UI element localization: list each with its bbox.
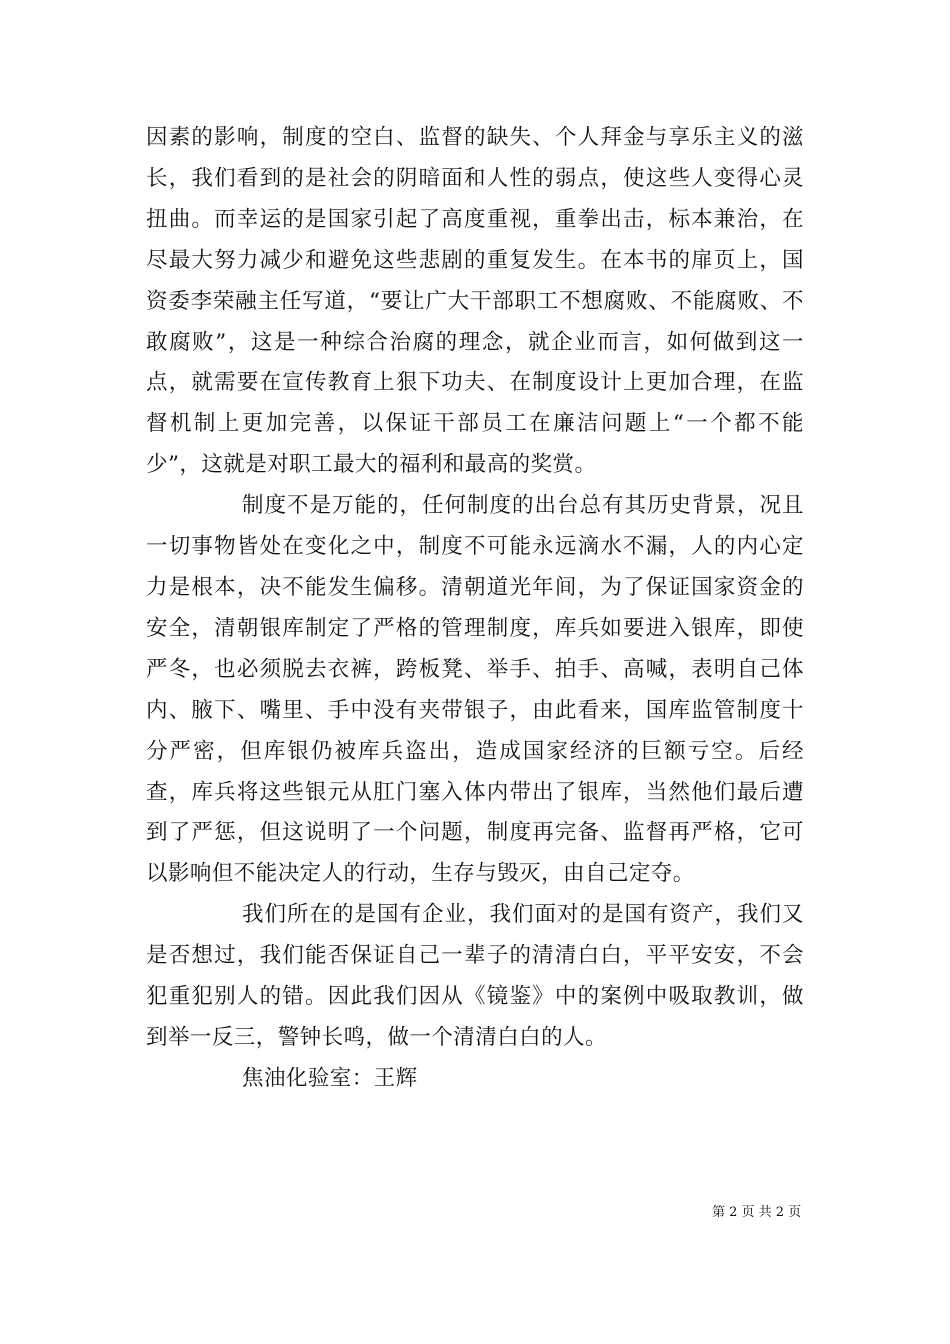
page-number-footer: 第 2 页 共 2 页 [712,1205,802,1220]
paragraph-2: 制度不是万能的，任何制度的出台总有其历史背景，况且一切事物皆处在变化之中，制度不可能永远滴水不漏，人的内心定力是根本，决不能发生偏移。清朝道光年间，为了保证国家资金的安全，清朝银库制定了严格的管理制度，库兵如要进入银库，即使严冬，也必须脱去衣裤，跨板凳、举手、拍手、高喊，表明自己体内、腋下、嘴里、手中没有夹带银子，由此看来，国库监管制度十分严密，但库银仍被库兵盗出，造成国家经济的巨额亏空。后经查，库兵将这些银元从肛门塞入体内带出了银库，当然他们最后遭到了严惩，但这说明了一个问题，制度再完备、监督再严格，它可以影响但不能决定人的行动，生存与毁灭，由自己定夺。 [146,493,804,887]
paragraph-3: 我们所在的是国有企业，我们面对的是国有资产，我们又是否想过，我们能否保证自己一辈子的清清白白，平平安安，不会犯重犯别人的错。因此我们因从《镜鉴》中的案例中吸取教训，做到举一反三，警钟长鸣，做一个清清白白的人。 [146,902,804,1050]
paragraph-1: 因素的影响，制度的空白、监督的缺失、个人拜金与享乐主义的滋长，我们看到的是社会的阴暗面和人性的弱点，使这些人变得心灵扭曲。而幸运的是国家引起了高度重视，重拳出击，标本兼治，在尽最大努力减少和避免这些悲剧的重复发生。在本书的扉页上，国资委李荣融主任写道，“要让广大干部职工不想腐败、不能腐败、不敢腐败”，这是一种综合治腐的理念，就企业而言，如何做到这一点，就需要在宣传教育上狠下功夫、在制度设计上更加合理，在监督机制上更加完善，以保证干部员工在廉洁问题上“一个都不能少”，这就是对职工最大的福利和最高的奖赏。 [146,125,804,478]
signature: 焦油化验室：王辉 [242,1065,418,1091]
document-body [146,118,804,1100]
